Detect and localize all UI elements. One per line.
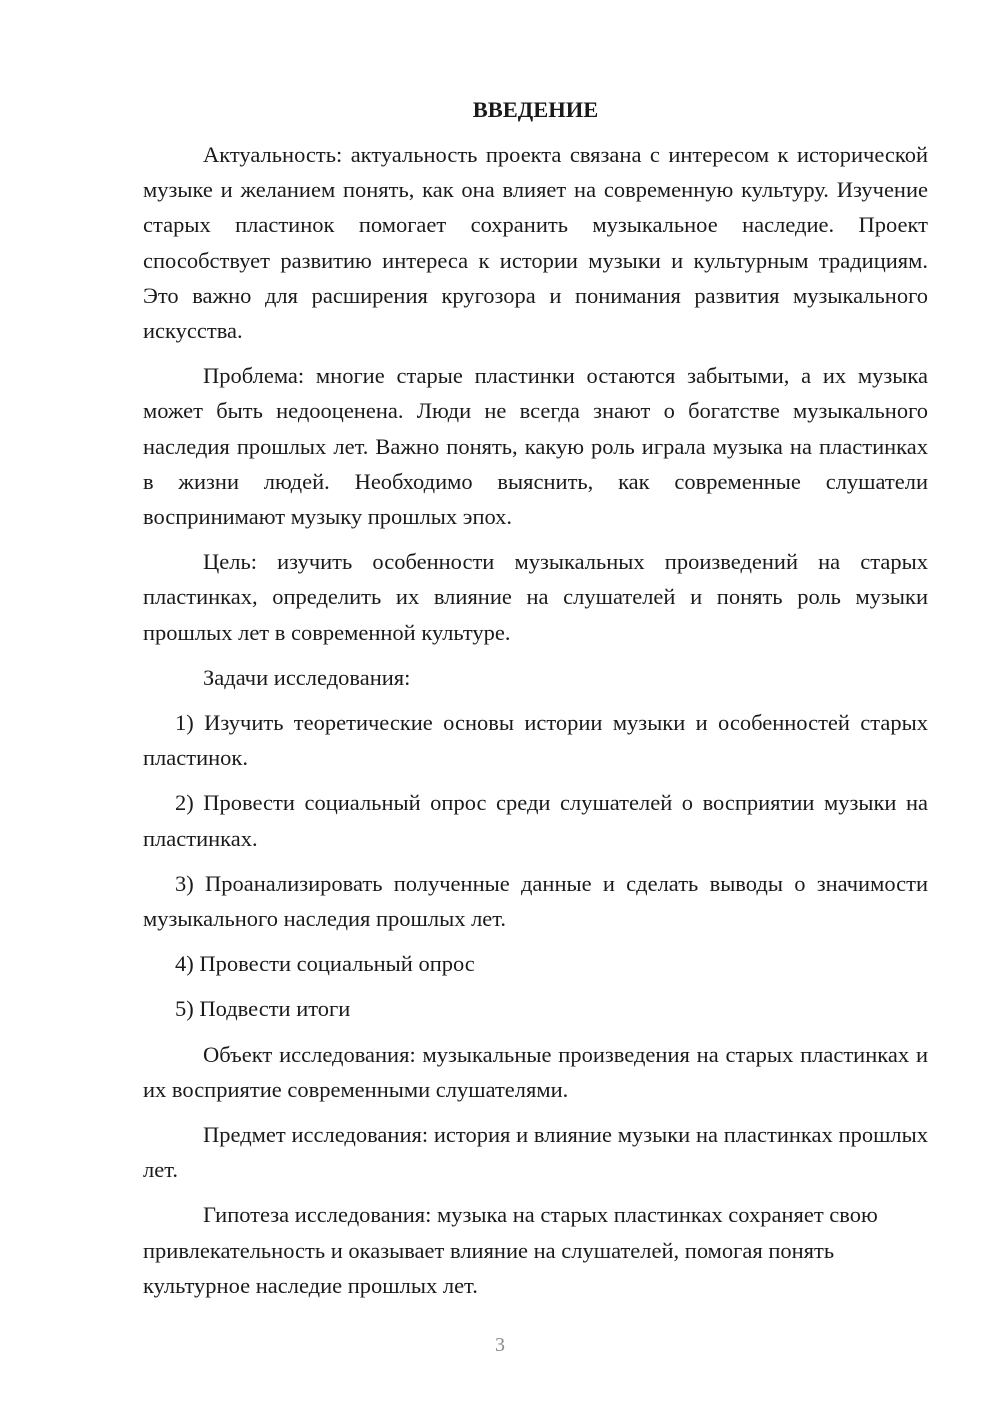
task-item-1: 1) Изучить теоретические основы истории музыки и особенностей старых пластинок.: [143, 710, 928, 771]
document-page: [143, 92, 928, 1313]
task-item-4: 4) Провести социальный опрос: [175, 951, 475, 977]
paragraph-relevance: Актуальность: актуальность проекта связана с интересом к исторической музыке и желанием понять, как она влияет на современную культуру. Изучение старых пластинок помогает сохранить музыкальное наследие. Проект способствует развитию интереса к истории музыки и культурным традициям. Это важно для расширения кругозора и понимания развития музыкального искусства.: [143, 142, 928, 344]
task-item-3: 3) Проанализировать полученные данные и сделать выводы о значимости музыкального наследия прошлых лет.: [143, 870, 928, 932]
task-item-5: 5) Подвести итоги: [175, 996, 351, 1022]
paragraph-subject: Предмет исследования: история и влияние музыки на пластинках прошлых лет.: [143, 1122, 928, 1183]
paragraph-problem: Проблема: многие старые пластинки остаются забытыми, а их музыка может быть недооценена. Люди не всегда знают о богатстве музыкального наследия прошлых лет. Важно понять, какую роль играла музыка на пластинках в жизни людей. Необходимо выяснить, как современные слушатели воспринимают музыку прошлых эпох.: [143, 363, 928, 530]
paragraph-hypothesis: Гипотеза исследования: музыка на старых пластинках сохраняет свою привлекательность и оказывает влияние на слушателей, помогая понять культурное наследие прошлых лет.: [143, 1202, 878, 1298]
tasks-heading: Задачи исследования:: [203, 664, 411, 690]
paragraph-goal: Цель: изучить особенности музыкальных произведений на старых пластинках, определить их влияние на слушателей и понять роль музыки прошлых лет в современной культуре.: [143, 549, 928, 645]
paragraph-object: Объект исследования: музыкальные произведения на старых пластинках и их восприятие современными слушателями.: [143, 1041, 928, 1102]
section-heading: ВВЕДЕНИЕ: [472, 97, 599, 122]
page-number: 3: [495, 1334, 505, 1356]
task-item-2: 2) Провести социальный опрос среди слушателей о восприятии музыки на пластинках.: [143, 790, 928, 851]
